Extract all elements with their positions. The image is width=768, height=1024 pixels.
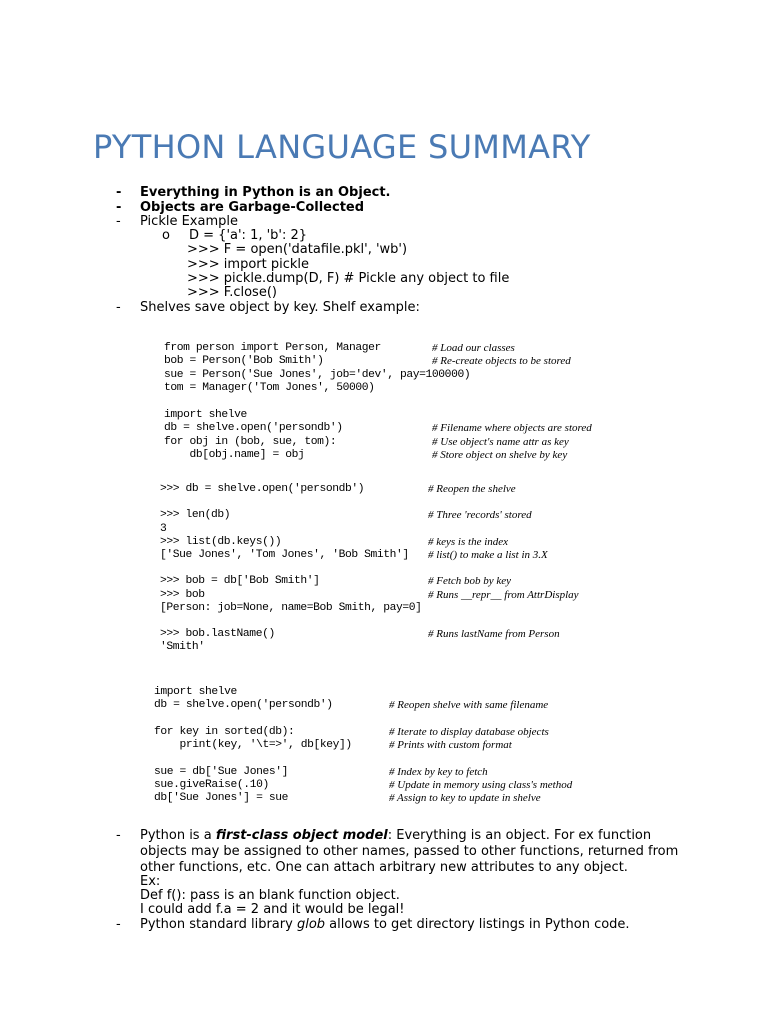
bullet-first-class-object	[140, 828, 651, 843]
code-comment: # keys is the index	[428, 535, 509, 548]
pickle-line: >>> F.close()	[187, 285, 277, 300]
code-line: 'Smith'	[160, 641, 205, 654]
pickle-line: >>> pickle.dump(D, F) # Pickle any object to file	[187, 271, 510, 286]
code-snippet-update	[148, 680, 608, 816]
code-snippet-reopen	[150, 474, 610, 674]
pickle-line: D = {'a': 1, 'b': 2}	[189, 228, 308, 243]
code-comment: # Update in memory using class's method	[389, 779, 573, 792]
code-line: db[obj.name] = obj	[164, 449, 305, 462]
code-line: import shelve	[164, 409, 247, 421]
first-class-line: Def f(): pass is an blank function object.	[140, 888, 400, 903]
first-class-line: other functions, etc. One can attach arbitrary new attributes to any object.	[140, 860, 628, 875]
first-class-line: Ex:	[140, 874, 161, 889]
code-line: bob = Person('Bob Smith')	[164, 355, 324, 368]
code-comment: # Index by key to fetch	[389, 765, 488, 778]
code-comment: # Reopen shelve with same filename	[389, 699, 549, 712]
code-line: db = shelve.open('persondb')	[164, 422, 343, 435]
code-line: [Person: job=None, name=Bob Smith, pay=0]	[160, 601, 422, 614]
bullet-shelves: Shelves save object by key. Shelf example:	[140, 300, 420, 315]
code-comment: # Load our classes	[432, 342, 515, 354]
code-line: >>> db = shelve.open('persondb')	[160, 483, 365, 495]
bullet-marker: -	[116, 214, 121, 229]
glob-emphasis: glob	[296, 917, 326, 932]
bullet-marker: -	[116, 300, 121, 315]
code-line: print(key, '\t=>', db[key])	[154, 739, 352, 752]
sub-bullet-marker: o	[162, 228, 170, 243]
code-snippet-store	[150, 322, 610, 468]
pickle-line: >>> import pickle	[187, 257, 310, 272]
code-comment: # Use object's name attr as key	[432, 435, 569, 448]
code-line: sue.giveRaise(.10)	[154, 779, 269, 792]
code-line: 3	[160, 522, 167, 535]
code-line: sue = db['Sue Jones']	[154, 765, 288, 778]
first-class-rest: : Everything is an object. For ex function	[387, 828, 652, 843]
code-comment: # Reopen the shelve	[428, 483, 516, 495]
code-line: for key in sorted(db):	[154, 725, 295, 738]
bullet-marker: -	[116, 185, 122, 200]
first-class-line: I could add f.a = 2 and it would be legal!	[140, 902, 405, 917]
code-line: tom = Manager('Tom Jones', 50000)	[164, 382, 375, 395]
code-line: db['Sue Jones'] = sue	[154, 792, 288, 805]
code-line: sue = Person('Sue Jones', job='dev', pay=100000)	[164, 368, 471, 381]
glob-prefix: Python standard library	[140, 917, 297, 932]
bullet-pickle-example: Pickle Example	[140, 214, 238, 229]
code-comment: # Runs __repr__ from AttrDisplay	[428, 588, 579, 601]
code-line: db = shelve.open('persondb')	[154, 699, 333, 712]
code-line: ['Sue Jones', 'Tom Jones', 'Bob Smith']	[160, 549, 409, 561]
code-comment: # Iterate to display database objects	[389, 725, 549, 738]
first-class-line: objects may be assigned to other names, passed to other functions, returned from	[140, 844, 679, 859]
bullet-marker: -	[116, 200, 122, 215]
code-comment: # Prints with custom format	[389, 739, 512, 752]
glob-rest: allows to get directory listings in Python code.	[325, 917, 630, 932]
code-comment: # Runs lastName from Person	[428, 628, 560, 641]
bullet-garbage-collected: Objects are Garbage-Collected	[140, 200, 365, 215]
code-line: >>> bob = db['Bob Smith']	[160, 575, 320, 588]
code-line: import shelve	[154, 686, 237, 698]
code-comment: # Three 'records' stored	[428, 509, 532, 522]
code-comment: # Store object on shelve by key	[432, 449, 568, 462]
code-comment: # Re-create objects to be stored	[432, 355, 571, 368]
code-line: >>> len(db)	[160, 509, 231, 522]
code-comment: # Fetch bob by key	[428, 575, 512, 588]
code-line: for obj in (bob, sue, tom):	[164, 435, 337, 448]
code-comment: # Assign to key to update in shelve	[389, 792, 541, 805]
bullet-marker: -	[116, 828, 121, 843]
page-title: PYTHON LANGUAGE SUMMARY	[93, 128, 591, 166]
code-line: from person import Person, Manager	[164, 342, 381, 354]
code-line: >>> bob	[160, 588, 205, 601]
bullet-marker: -	[116, 917, 121, 932]
bullet-everything-object: Everything in Python is an Object.	[140, 185, 391, 200]
code-line: >>> list(db.keys())	[160, 535, 282, 548]
code-line: >>> bob.lastName()	[160, 628, 275, 641]
bullet-glob	[140, 917, 630, 932]
first-class-prefix: Python is a	[140, 828, 216, 843]
code-comment: # list() to make a list in 3.X	[428, 549, 548, 561]
code-comment: # Filename where objects are stored	[432, 422, 592, 435]
first-class-emphasis: first-class object model	[215, 828, 388, 843]
pickle-line: >>> F = open('datafile.pkl', 'wb')	[187, 242, 408, 257]
